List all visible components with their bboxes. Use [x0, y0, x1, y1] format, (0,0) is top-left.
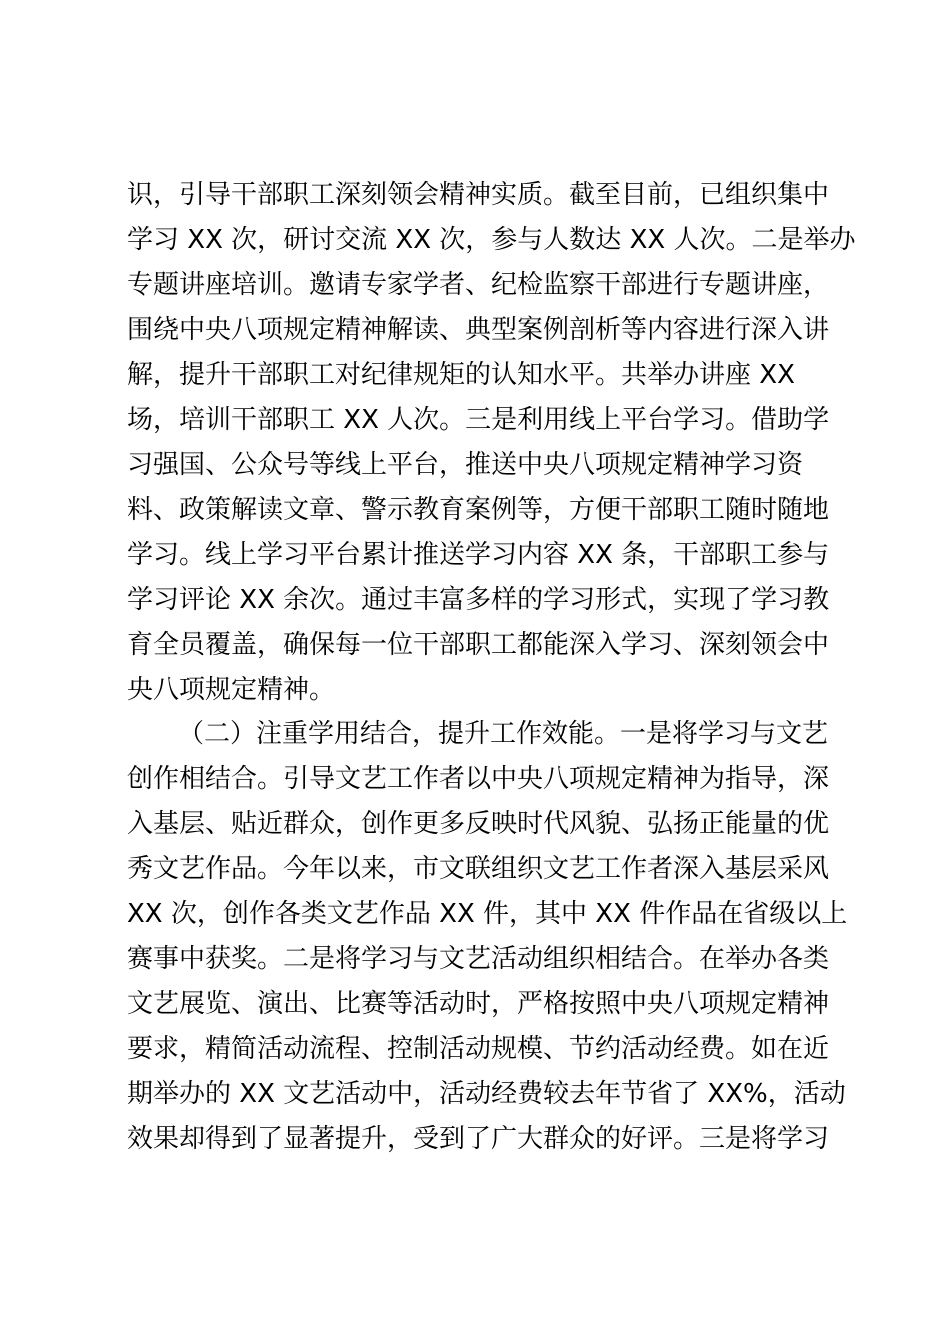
text-line: 赛事中获奖。二是将学习与文艺活动组织相结合。在举办各类 [127, 944, 830, 974]
text-line: 创作相结合。引导文艺工作者以中央八项规定精神为指导，深 [127, 764, 830, 794]
text-line: 解，提升干部职工对纪律规矩的认知水平。共举办讲座 XX [127, 360, 795, 390]
text-line: 效果却得到了显著提升，受到了广大群众的好评。三是将学习 [127, 1124, 830, 1154]
text-line: 学习 XX 次，研讨交流 XX 次，参与人数达 XX 人次。二是举办 [127, 225, 856, 255]
text-line: 秀文艺作品。今年以来，市文联组织文艺工作者深入基层采风 [127, 854, 830, 884]
text-line: 围绕中央八项规定精神解读、典型案例剖析等内容进行深入讲 [127, 315, 830, 345]
text-line: XX 次，创作各类文艺作品 XX 件，其中 XX 件作品在省级以上 [127, 899, 848, 929]
text-line: 育全员覆盖，确保每一位干部职工都能深入学习、深刻领会中 [127, 630, 830, 660]
text-line: 期举办的 XX 文艺活动中，活动经费较去年节省了 XX%，活动 [127, 1079, 846, 1109]
text-line: 学习评论 XX 余次。通过丰富多样的学习形式，实现了学习教 [127, 585, 830, 615]
text-line: 入基层、贴近群众，创作更多反映时代风貌、弘扬正能量的优 [127, 809, 830, 839]
section-heading-line: （二）注重学用结合，提升工作效能。一是将学习与文艺 [178, 719, 829, 749]
text-line: 央八项规定精神。 [127, 675, 336, 705]
text-line: 学习。线上学习平台累计推送学习内容 XX 条，干部职工参与 [127, 540, 830, 570]
text-line: 专题讲座培训。邀请专家学者、纪检监察干部进行专题讲座， [127, 270, 830, 300]
text-line: 识，引导干部职工深刻领会精神实质。截至目前，已组织集中 [127, 180, 830, 210]
text-line: 场，培训干部职工 XX 人次。三是利用线上平台学习。借助学 [127, 405, 830, 435]
text-line: 料、政策解读文章、警示教育案例等，方便干部职工随时随地 [127, 495, 830, 525]
text-line: 要求，精简活动流程、控制活动规模、节约活动经费。如在近 [127, 1034, 830, 1064]
text-line: 习强国、公众号等线上平台，推送中央八项规定精神学习资 [127, 450, 804, 480]
text-line: 文艺展览、演出、比赛等活动时，严格按照中央八项规定精神 [127, 989, 830, 1019]
